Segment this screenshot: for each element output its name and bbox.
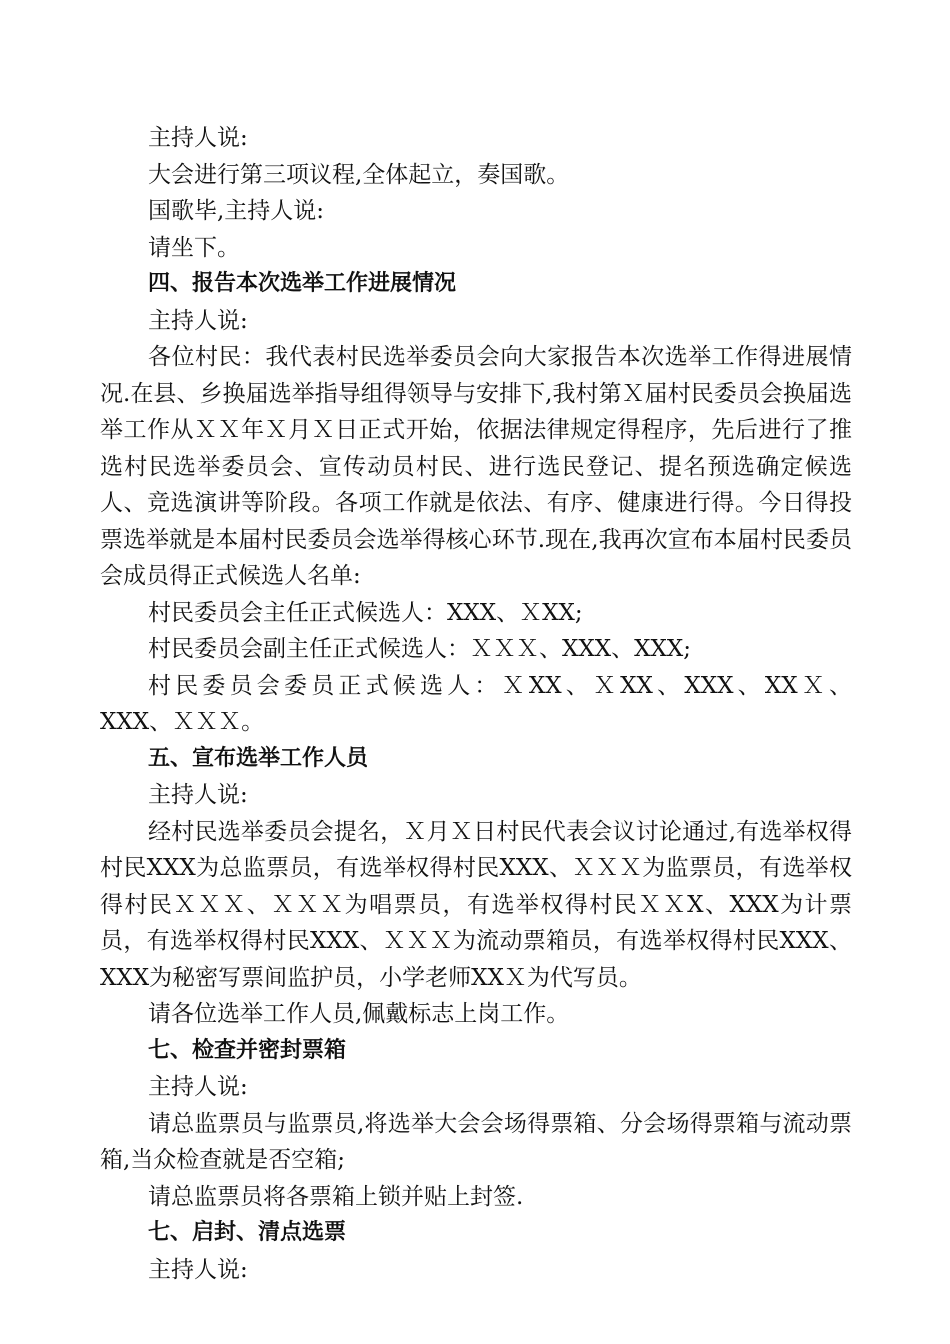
section-heading-4: 四、报告本次选举工作进展情况 — [148, 271, 457, 296]
host-says-2: 主持人说: — [148, 307, 248, 334]
host-says-1: 主持人说: — [148, 125, 248, 151]
candidate-deputy-director: 村民委员会副主任正式候选人：ＸＸＸ、XXX、XXX; — [148, 636, 691, 662]
host-says-4: 主持人说: — [148, 1074, 248, 1100]
check-boxes-paragraph: 请总监票员与监票员,将选举大会会场得票箱、分会场得票箱与流动票箱,当众检查就是否空箱; — [100, 1110, 852, 1173]
section-heading-5: 五、宣布选举工作人员 — [148, 745, 369, 771]
staff-paragraph: 经村民选举委员会提名，Ｘ月Ｘ日村民代表会议讨论通过,有选举权得村民XXX为总监票员，有选举权得村民XXX、ＸＸＸ为监票员，有选举权得村民ＸＸＸ、ＸＸＸ为唱票员，有选举权得村民ＸＸX、XXX为计票员，有选举权得村民XXX、ＸＸＸ为流动票箱员，有选举权得村民XXX、XXX为秘密写票间监护员，小学老师XXＸ为代写员。 — [100, 818, 852, 991]
candidate-members-cont: XXX、ＸＸＸ。 — [100, 709, 265, 735]
wear-badges: 请各位选举工作人员,佩戴标志上岗工作。 — [148, 1001, 570, 1027]
candidate-members: 村民委员会委员正式候选人：ＸXX、ＸXX、XXX、XXＸ、 — [148, 672, 852, 699]
candidate-director: 村民委员会主任正式候选人：XXX、ＸXX; — [148, 599, 583, 626]
section-heading-7b: 七、启封、清点选票 — [148, 1220, 347, 1245]
anthem-agenda: 大会进行第三项议程,全体起立，奏国歌。 — [148, 161, 570, 188]
anthem-done: 国歌毕,主持人说: — [148, 198, 325, 224]
seal-boxes: 请总监票员将各票箱上锁并贴上封签. — [148, 1183, 524, 1210]
document-page — [100, 120, 852, 1288]
host-says-3: 主持人说: — [148, 782, 248, 808]
section-heading-7a: 七、检查并密封票箱 — [148, 1037, 347, 1063]
progress-report-paragraph: 各位村民：我代表村民选举委员会向大家报告本次选举工作得进展情况.在县、乡换届选举指导组得领导与安排下,我村第Ｘ届村民委员会换届选举工作从ＸＸ年Ｘ月Ｘ日正式开始，依据法律规定得程序，先后进行了推选村民选举委员会、宣传动员村民、进行选民登记、提名预选确定候选人、竞选演讲等阶段。各项工作就是依法、有序、健康进行得。今日得投票选举就是本届村民委员会选举得核心环节.现在,我再次宣布本届村民委员会成员得正式候选人名单: — [100, 344, 852, 589]
please-sit: 请坐下。 — [148, 234, 240, 261]
host-says-5: 主持人说: — [148, 1256, 248, 1283]
